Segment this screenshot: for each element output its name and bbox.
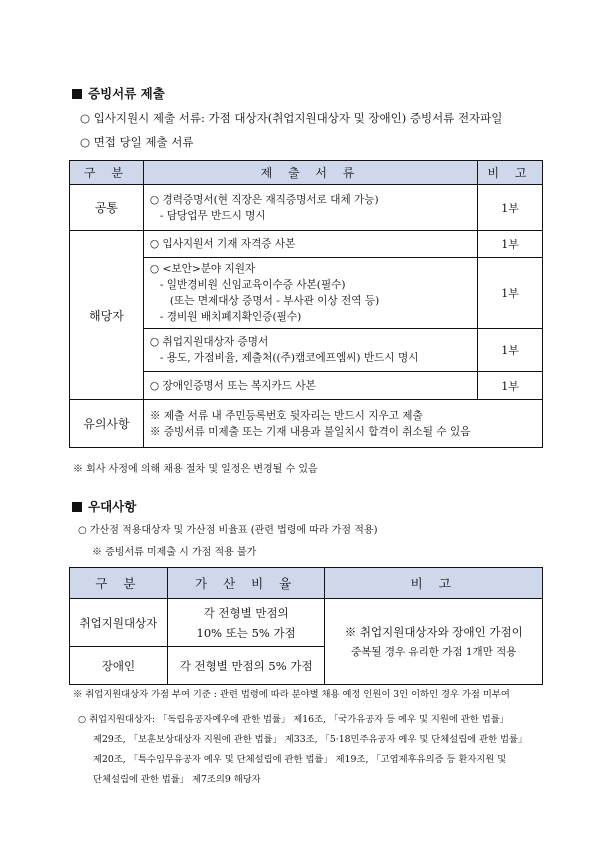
remark-line: 중복될 경우 유리한 가점 1개만 적용 — [351, 645, 517, 658]
caution-line: ※ 증빙서류 미제출 또는 기재 내용과 불일치시 합격이 취소될 수 있음 — [149, 425, 471, 438]
section-title-preference — [72, 497, 136, 515]
footnote-line: 제29조, 「보훈보상대상자 지원에 관한 법률」 제33조, 「5·18민주유공자 예우 및 단체설립에 관한 법률」 — [93, 734, 528, 745]
category-cell: 해당자 — [70, 231, 144, 400]
ratio-line: 각 전형별 만점의 5% 가점 — [179, 658, 313, 673]
ratio-cell — [167, 599, 325, 647]
note-cell: 1부 — [478, 329, 543, 372]
documents-table — [69, 160, 543, 448]
document-line: ○ 입사지원서 기재 자격증 사본 — [149, 238, 296, 250]
remark-line: ※ 취업지원대상자와 장애인 가점이 — [344, 624, 523, 639]
section-title-text: 우대사항 — [88, 499, 137, 514]
caution-category-cell: 유의사항 — [70, 400, 144, 448]
schedule-note: ※ 회사 사정에 의해 채용 절차 및 일정은 변경될 수 있음 — [73, 464, 318, 475]
footnote-line: 제20조, 「특수임무유공자 예우 및 단체설립에 관한 법률」 제19조, 「고엽제후유의증 등 환자지원 및 — [93, 754, 507, 765]
table-header: 비 고 — [325, 568, 543, 599]
ratio-cell — [167, 647, 325, 685]
document-line: ○ 경력증명서(현 직장은 재직증명서로 대체 가능) — [149, 193, 379, 206]
remark-cell — [325, 599, 543, 685]
documents-cell — [143, 258, 477, 329]
footnote-line: ○ 취업지원대상자: 「독립유공자예우에 관한 법률」 제16조, 「국가유공자 등 예우 및 지원에 관한 법률」 — [78, 714, 509, 725]
table-header: 구 분 — [70, 161, 144, 185]
note-cell: 1부 — [478, 372, 543, 400]
category-cell: 장애인 — [70, 647, 168, 685]
document-line: - 담당업무 반드시 명시 — [159, 209, 266, 222]
document-line: ○ 장애인증명서 또는 복지카드 사본 — [149, 379, 316, 392]
document-line: - 일반경비원 신임교육이수증 사본(필수) — [159, 279, 346, 291]
table-header: 비 고 — [478, 161, 543, 185]
document-line: ○ <보안>분야 지원자 — [149, 263, 256, 275]
caution-cell — [143, 400, 542, 448]
note-cell: 1부 — [478, 185, 543, 231]
footnote-line: 단체설립에 관한 법률」 제7조의9 해당자 — [93, 774, 261, 785]
table-header: 가 산 비 율 — [167, 568, 325, 599]
document-line: (또는 면제대상 증명서 - 부사관 이상 전역 등) — [169, 295, 380, 307]
section-title-text: 증빙서류 제출 — [88, 86, 165, 101]
ratio-line: 10% 또는 5% 가점 — [196, 625, 296, 640]
square-bullet-icon — [72, 502, 82, 512]
documents-cell — [143, 372, 477, 400]
ratio-line: 각 전형별 만점의 — [203, 605, 289, 620]
category-cell: 취업지원대상자 — [70, 599, 168, 647]
table-header: 제 출 서 류 — [143, 161, 477, 185]
bonus-points-table — [69, 567, 543, 685]
category-cell: 공통 — [70, 185, 144, 231]
note-cell: 1부 — [478, 258, 543, 329]
caution-line: ※ 제출 서류 내 주민등록번호 뒷자리는 반드시 지우고 제출 — [149, 409, 423, 422]
documents-cell — [143, 329, 477, 372]
documents-cell — [143, 185, 477, 231]
square-bullet-icon — [72, 89, 82, 99]
footnote-line: ※ 취업지원대상자 가점 부여 기준 : 관련 법령에 따라 분야별 채용 예정 인원이 3인 이하인 경우 가점 미부여 — [73, 689, 510, 700]
document-line: ○ 취업지원대상자 증명서 — [149, 336, 269, 348]
documents-cell — [143, 231, 477, 258]
section-title-documents — [72, 84, 165, 102]
table-header: 구 분 — [70, 568, 168, 599]
preference-note: ※ 증빙서류 미제출 시 가점 적용 불가 — [92, 547, 257, 558]
bullet-line: ○ 입사지원시 제출 서류: 가점 대상자(취업지원대상자 및 장애인) 증빙서류 전자파일 — [80, 111, 503, 125]
preference-line: ○ 가산점 적용대상자 및 가산점 비율표 (관련 법령에 따라 가점 적용) — [78, 525, 378, 536]
bullet-line: ○ 면접 당일 제출 서류 — [80, 135, 194, 149]
note-cell: 1부 — [478, 231, 543, 258]
document-line: - 용도, 가점비율, 제출처((주)캠코에프엠씨) 반드시 명시 — [159, 352, 419, 364]
document-line: - 경비원 배치폐지확인증(필수) — [159, 311, 302, 323]
